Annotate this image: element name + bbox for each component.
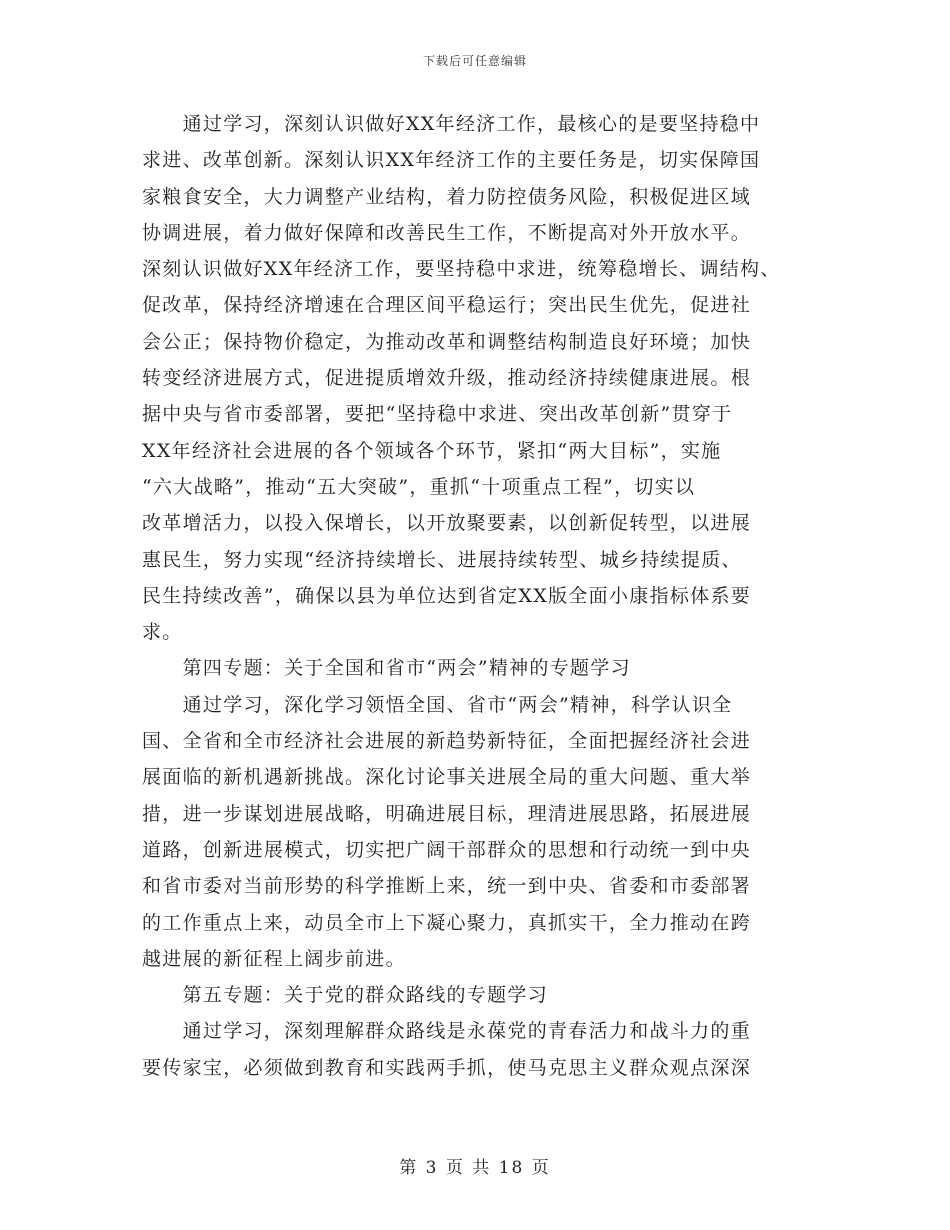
text-line: “六大战略”，推动“五大突破”，重抓“十项重点工程”，切实以 — [142, 475, 696, 498]
text-line: 转变经济进展方式，促进提质增效升级，推动经济持续健康进展。根 — [142, 367, 752, 390]
text-line: 道路，创新进展模式，切实把广阔干部群众的思想和行动统一到中央 — [142, 838, 752, 861]
text-line: 深刻认识做好XX年经济工作，要坚持稳中求进，统筹稳增长、调结构、 — [142, 258, 781, 281]
text-line: 越进展的新征程上阔步前进。 — [142, 947, 406, 970]
page-footer: 第 3 页 共 18 页 — [399, 1158, 551, 1178]
text-line: 求。 — [142, 621, 183, 644]
text-line: 展面临的新机遇新挑战。深化讨论事关进展全局的重大问题、重大举 — [142, 766, 752, 789]
text-line: 通过学习，深刻理解群众路线是永葆党的青春活力和战斗力的重 — [142, 1020, 752, 1043]
text-line: 通过学习，深刻认识做好XX年经济工作，最核心的是要坚持稳中 — [142, 113, 761, 135]
text-line: 求进、改革创新。深刻认识XX年经济工作的主要任务是，切实保障国 — [142, 149, 761, 172]
text-line: 国、全省和全市经济社会进展的新趋势新特征，全面把握经济社会进 — [142, 730, 752, 753]
text-line: 民生持续改善”，确保以县为单位达到省定XX版全面小康指标体系要 — [142, 584, 752, 607]
text-line: 要传家宝，必须做到教育和实践两手抓，使马克思主义群众观点深深 — [142, 1056, 752, 1079]
text-line: 家粮食安全，大力调整产业结构，着力防控债务风险，积极促进区域 — [142, 185, 752, 208]
text-line: 惠民生，努力实现“经济持续增长、进展持续转型、城乡持续提质、 — [142, 548, 742, 571]
text-line: 会公正；保持物价稳定，为推动改革和调整结构制造良好环境；加快 — [142, 330, 752, 353]
text-line: 据中央与省市委部署，要把“坚持稳中求进、突出改革创新”贯穿于 — [142, 403, 733, 426]
text-line: XX年经济社会进展的各个领域各个环节，紧扣“两大目标”，实施 — [142, 439, 722, 462]
document-body — [142, 106, 822, 1086]
text-line: 和省市委对当前形势的科学推断上来，统一到中央、省委和市委部署 — [142, 875, 752, 898]
text-line: 通过学习，深化学习领悟全国、省市“两会”精神，科学认识全 — [142, 693, 733, 716]
text-line: 第四专题：关于全国和省市“两会”精神的专题学习 — [142, 657, 631, 680]
text-line: 协调进展，着力做好保障和改善民生工作，不断提高对外开放水平。 — [142, 221, 752, 244]
text-line: 第五专题：关于党的群众路线的专题学习 — [142, 984, 549, 1007]
text-line: 改革增活力，以投入保增长，以开放聚要素，以创新促转型，以进展 — [142, 512, 752, 535]
text-line: 措，进一步谋划进展战略，明确进展目标，理清进展思路，拓展进展 — [142, 802, 752, 825]
text-line: 的工作重点上来，动员全市上下凝心聚力，真抓实干，全力推动在跨 — [142, 911, 752, 934]
text-line: 促改革，保持经济增速在合理区间平稳运行；突出民生优先，促进社 — [142, 294, 752, 317]
page-header: 下载后可任意编辑 — [422, 54, 527, 68]
